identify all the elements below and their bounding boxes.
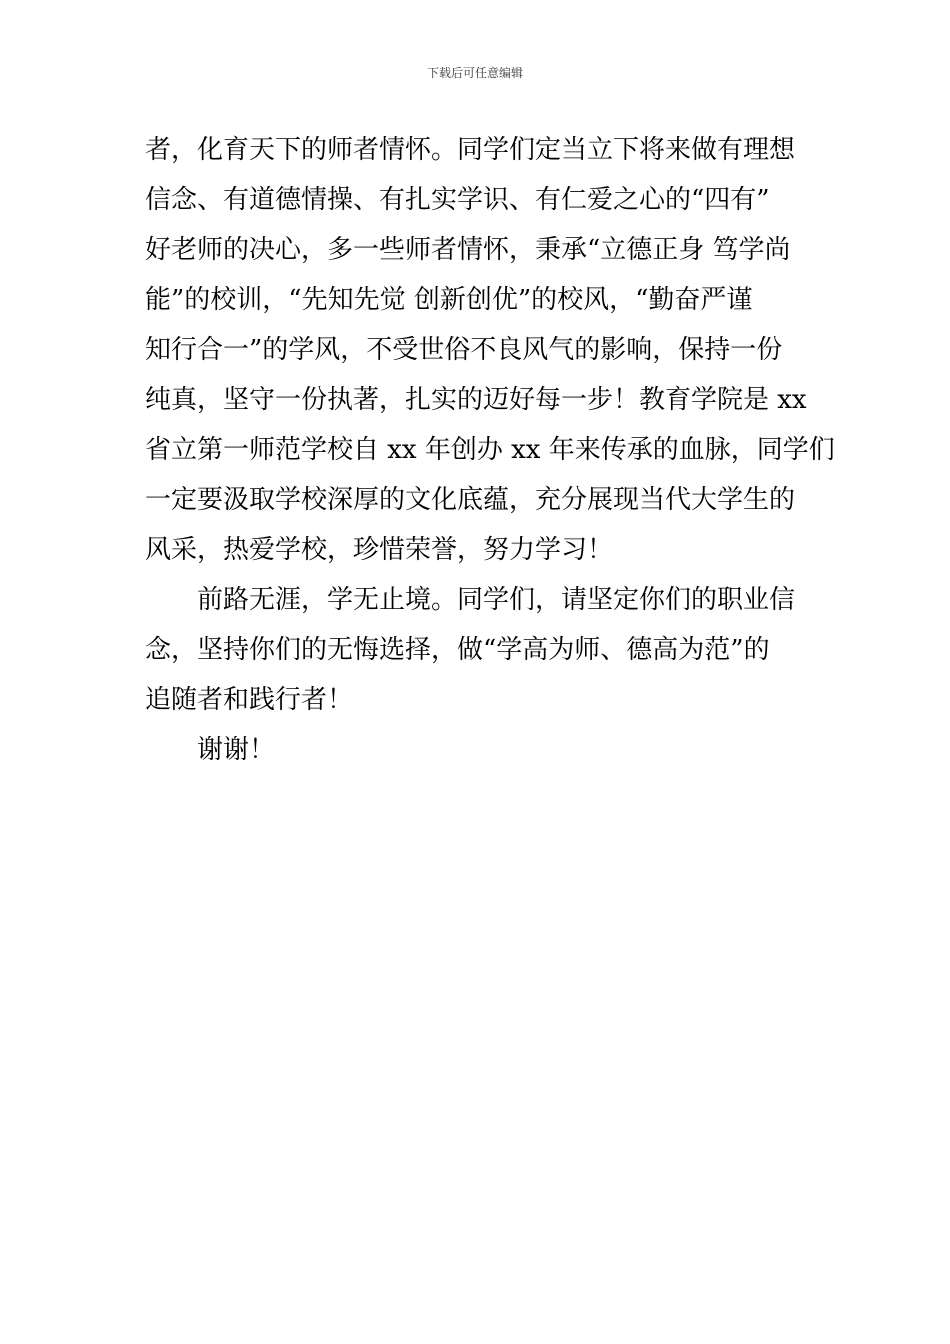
body-text-line: 追随者和践行者！ — [145, 685, 354, 715]
body-text-line: 纯真，坚守一份执著，扎实的迈好每一步！教育学院是 xx — [145, 385, 807, 415]
page-header: 下载后可任意编辑 — [426, 66, 523, 80]
body-text-line: 知行合一”的学风，不受世俗不良风气的影响，保持一份 — [145, 335, 783, 365]
body-text-line: 省立第一师范学校自 xx 年创办 xx 年来传承的血脉，同学们 — [145, 435, 835, 465]
body-text-line: 谢谢！ — [197, 735, 276, 765]
body-text-line: 信念、有道德情操、有扎实学识、有仁爱之心的“四有” — [145, 185, 770, 215]
body-text-line: 者，化育天下的师者情怀。同学们定当立下将来做有理想 — [145, 135, 796, 165]
body-text-line: 一定要汲取学校深厚的文化底蕴，充分展现当代大学生的 — [145, 485, 796, 515]
body-text-line: 念，坚持你们的无悔选择，做“学高为师、德高为范”的 — [145, 635, 770, 665]
body-text-line: 前路无涯，学无止境。同学们，请坚定你们的职业信 — [197, 585, 796, 615]
body-text-line: 好老师的决心，多一些师者情怀，秉承“立德正身 笃学尚 — [145, 235, 791, 265]
body-text-line: 能”的校训，“先知先觉 创新创优”的校风，“勤奋严谨 — [145, 285, 753, 315]
body-text-line: 风采，热爱学校，珍惜荣誉，努力学习！ — [145, 535, 614, 565]
